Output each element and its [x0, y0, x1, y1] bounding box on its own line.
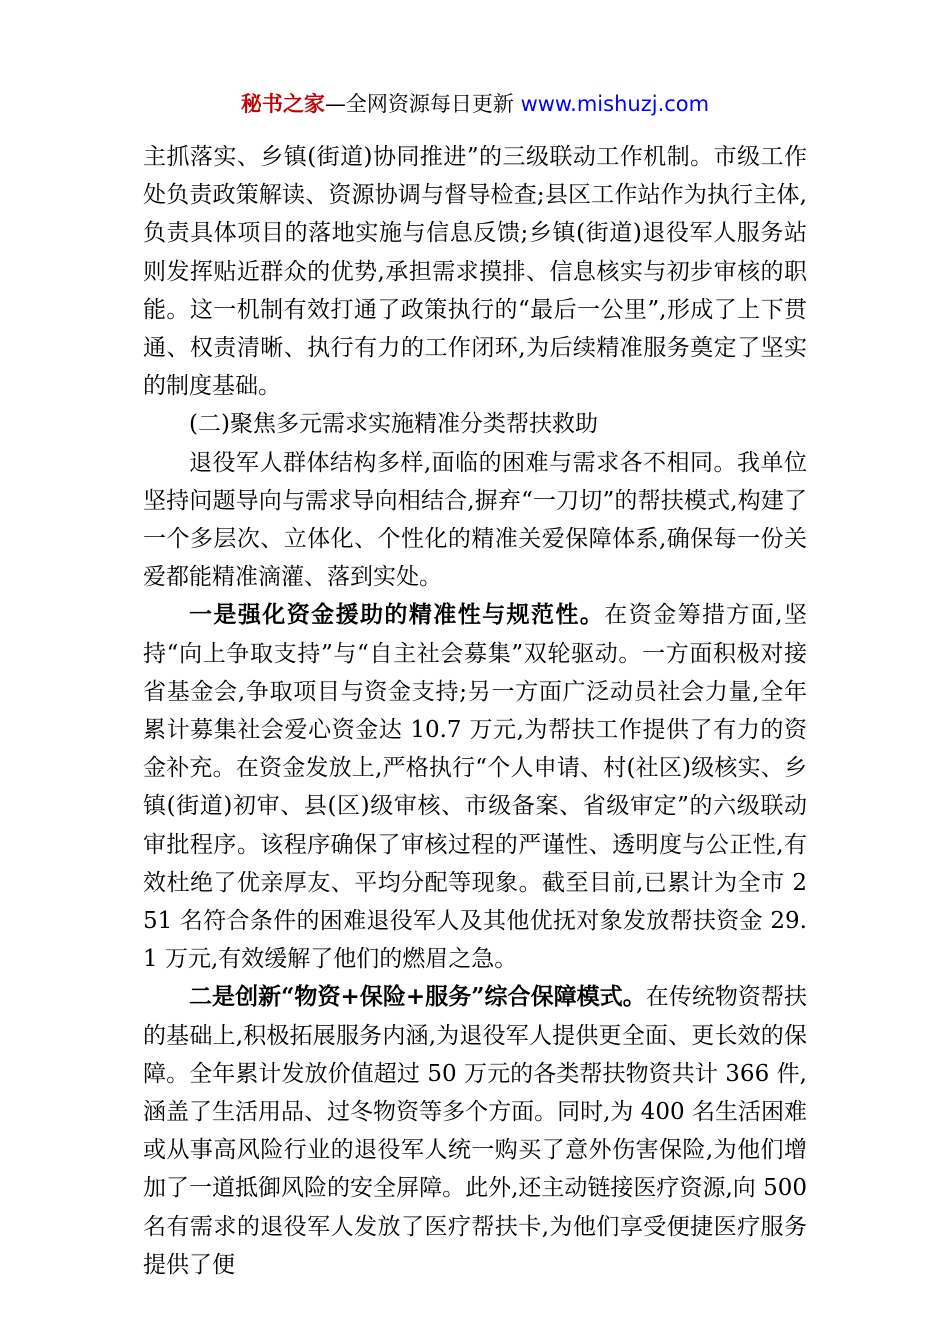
site-url-link[interactable]: www.mishuzj.com [513, 92, 710, 116]
paragraph-needs: 退役军人群体结构多样,面临的困难与需求各不相同。我单位坚持问题导向与需求导向相结合,摒弃“一刀切”的帮扶模式,构建了一个多层次、立体化、个性化的精准关爱保障体系,确保每一份关爱都能精准滴灌、落到实处。 [143, 449, 807, 591]
paragraph-support-model-body: 在传统物资帮扶的基础上,积极拓展服务内涵,为退役军人提供更全面、更长效的保障。全年累计发放价值超过 50 万元的各类帮扶物资共计 366 件,涵盖了生活用品、过冬物资等多个方面。同时,为 400 名生活困难或从事高风险行业的退役军人统一购买了意外伤害保险,为他们增加了一道抵御风险的安全屏障。此外,还主动链接医疗资源,向 500 名有需求的退役军人发放了医疗帮扶卡,为他们享受便捷医疗服务提供了便 [143, 984, 808, 1278]
paragraph-funding-body: 在资金筹措方面,坚持“向上争取支持”与“自主社会募集”双轮驱动。一方面积极对接省基金会,争取项目与资金支持;另一方面广泛动员社会力量,全年累计募集社会爱心资金达 10.7 万元,为帮扶工作提供了有力的资金补充。在资金发放上,严格执行“个人申请、村(社区)级核实、乡镇(街道)初审、县(区)级审核、市级备案、省级审定”的六级联动审批程序。该程序确保了审核过程的严谨性、透明度与公正性,有效杜绝了优亲厚友、平均分配等现象。截至目前,已累计为全市 251 名符合条件的困难退役军人及其他优抚对象发放帮扶资金 29.1 万元,有效缓解了他们的燃眉之急。 [143, 602, 808, 973]
site-header [0, 88, 950, 120]
paragraph-funding-lead: 一是强化资金援助的精准性与规范性。 [189, 601, 605, 629]
paragraph-mechanism: 主抓落实、乡镇(街道)协同推进”的三级联动工作机制。市级工作处负责政策解读、资源协调与督导检查;县区工作站作为执行主体,负责具体项目的落地实施与信息反馈;乡镇(街道)退役军人服务站则发挥贴近群众的优势,承担需求摸排、信息核实与初步审核的职能。这一机制有效打通了政策执行的“最后一公里”,形成了上下贯通、权责清晰、执行有力的工作闭环,为后续精准服务奠定了坚实的制度基础。 [143, 144, 807, 400]
paragraph-support-model-lead: 二是创新“物资+保险+服务”综合保障模式。 [189, 983, 646, 1011]
site-brand: 秘书之家 [240, 92, 325, 116]
paragraph-funding [143, 596, 807, 978]
section-heading: (二)聚焦多元需求实施精准分类帮扶救助 [189, 411, 598, 438]
document-body [143, 138, 807, 1284]
paragraph-support-model [143, 978, 807, 1284]
site-slogan: —全网资源每日更新 [324, 92, 514, 116]
